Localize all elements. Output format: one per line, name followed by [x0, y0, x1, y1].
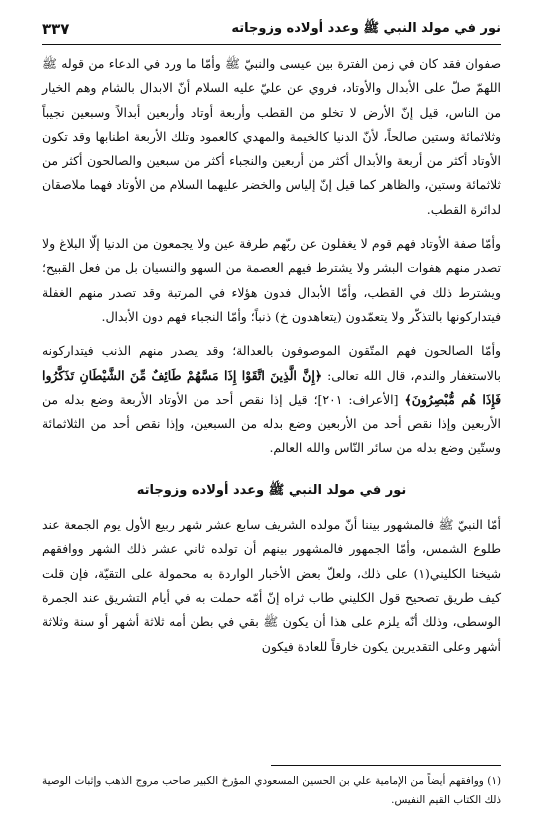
paragraph-awtad-description: وأمّا صفة الأوتاد فهم قوم لا يغفلون عن ربّهم طرفة عين ولا يجمعون من الدنيا إلّا البلاغ ولا تصدر منهم هفوات البشر ولا يشترط فيهم العصمة من السهو والنسيان بل من فعل القبيح؛ ويشترط ذلك في القطب، وأمّا الأبدال فدون هؤلاء في المرتبة وقد تصدر منهم الغفلة فيتداركونها بالتذكّر ولا يتعمّدون (يتعاهدون خ) ذنباً؛ وأمّا النجباء فهم دون الأبدال.: [42, 236, 501, 324]
footnote-1: (١) ووافقهم أيضاً من الإمامية علي بن الحسين المسعودي المؤرخ الكبير صاحب مروج الذهب وإثبات الوصية ذلك الكتاب القيم النفيس.: [42, 775, 501, 806]
page-number: ٣٣٧: [42, 20, 70, 38]
section-heading: نور في مولد النبي ﷺ وعدد أولاده وزوجاته: [136, 482, 407, 498]
quran-verse: ﴿إِنَّ الَّذِينَ اتَّقَوْا إِذَا مَسَّهُمْ طَائِفٌ مِّنَ الشَّيْطَانِ تَذَكَّرُوا فَإِذَا هُم مُّبْصِرُونَ﴾: [42, 367, 501, 407]
paragraph-salihun-intro: وأمّا الصالحون فهم المتّقون الموصوفون بالعدالة؛ وقد يصدر منهم الذنب فيتداركونه بالاستغفار والندم، قال الله تعالى:: [42, 343, 501, 383]
main-text: [42, 52, 501, 659]
paragraph-salihun-rest: [الأعراف: ٢٠١]؛ قيل إذا نقص أحد من الأوتاد الأربعة وضع بدله من الأربعين وإذا نقص أحد من الأربعين وضع بدله من السبعين، وإذا نقص أحد من الثلاثمائة وستّين وضع بدله من سائر النّاس والله العالم.: [42, 391, 501, 456]
header-divider: [42, 44, 501, 45]
running-header: [42, 18, 501, 40]
paragraph-salihun: [42, 339, 501, 460]
footnote-divider: [271, 765, 501, 766]
footnotes: [42, 772, 501, 810]
paragraph-abdal-awtad: صفوان فقد كان في زمن الفترة بين عيسى والنبيّ ﷺ وأمّا ما ورد في الدعاء من قوله ﷺ اللهمّ صلّ على الأبدال والأوتاد، فروي عن عليّ عليه السلام أنّ الابدال بالشام وهم الخيار من الناس، قيل إنّ الأرض لا تخلو من القطب وأربعة أوتاد وأربعين أبدالاً وسبعين نجيباً وثلاثمائة وستين صالحاً، لأنّ الدنيا كالخيمة والمهدي كالعمود وتلك الأربعة اطنابها وقد تكون الأوتاد أكثر من أربعة والأبدال أكثر من أربعين والنجباء أكثر من سبعين والصالحون أكثر من ثلاثمائة وستين، والظاهر كما قيل إنّ إلياس والخضر عليهما السلام من الأوتاد فهما ملاصقان لدائرة القطب.: [42, 56, 501, 217]
paragraph-prophet-birth: أمّا النبيّ ﷺ فالمشهور بيننا أنّ مولده الشريف سابع عشر شهر ربيع الأول يوم الجمعة عند طلوع الشمس، وأمّا الجمهور فالمشهور بينهم أن تولده ثاني عشر ذلك الشهر ووافقهم شيخنا الكليني(١) على ذلك، ولعلّ بعض الأخبار الواردة به محمولة على التقيّة، فإن قلت كيف طريق تصحيح قول الكليني طاب ثراه إنّ أمّه حملت به في أيام التشريق عند الجمرة الوسطى، وذلك أنّه يلزم على هذا أن يكون ﷺ بقي في بطن أمه ثلاثة أشهر أو سنة وثلاثة أشهر وعلى التقديرين يكون خارقاً للعادة فيكون: [42, 517, 502, 654]
header-title: نور في مولد النبي ﷺ وعدد أولاده وزوجاته: [231, 20, 501, 36]
